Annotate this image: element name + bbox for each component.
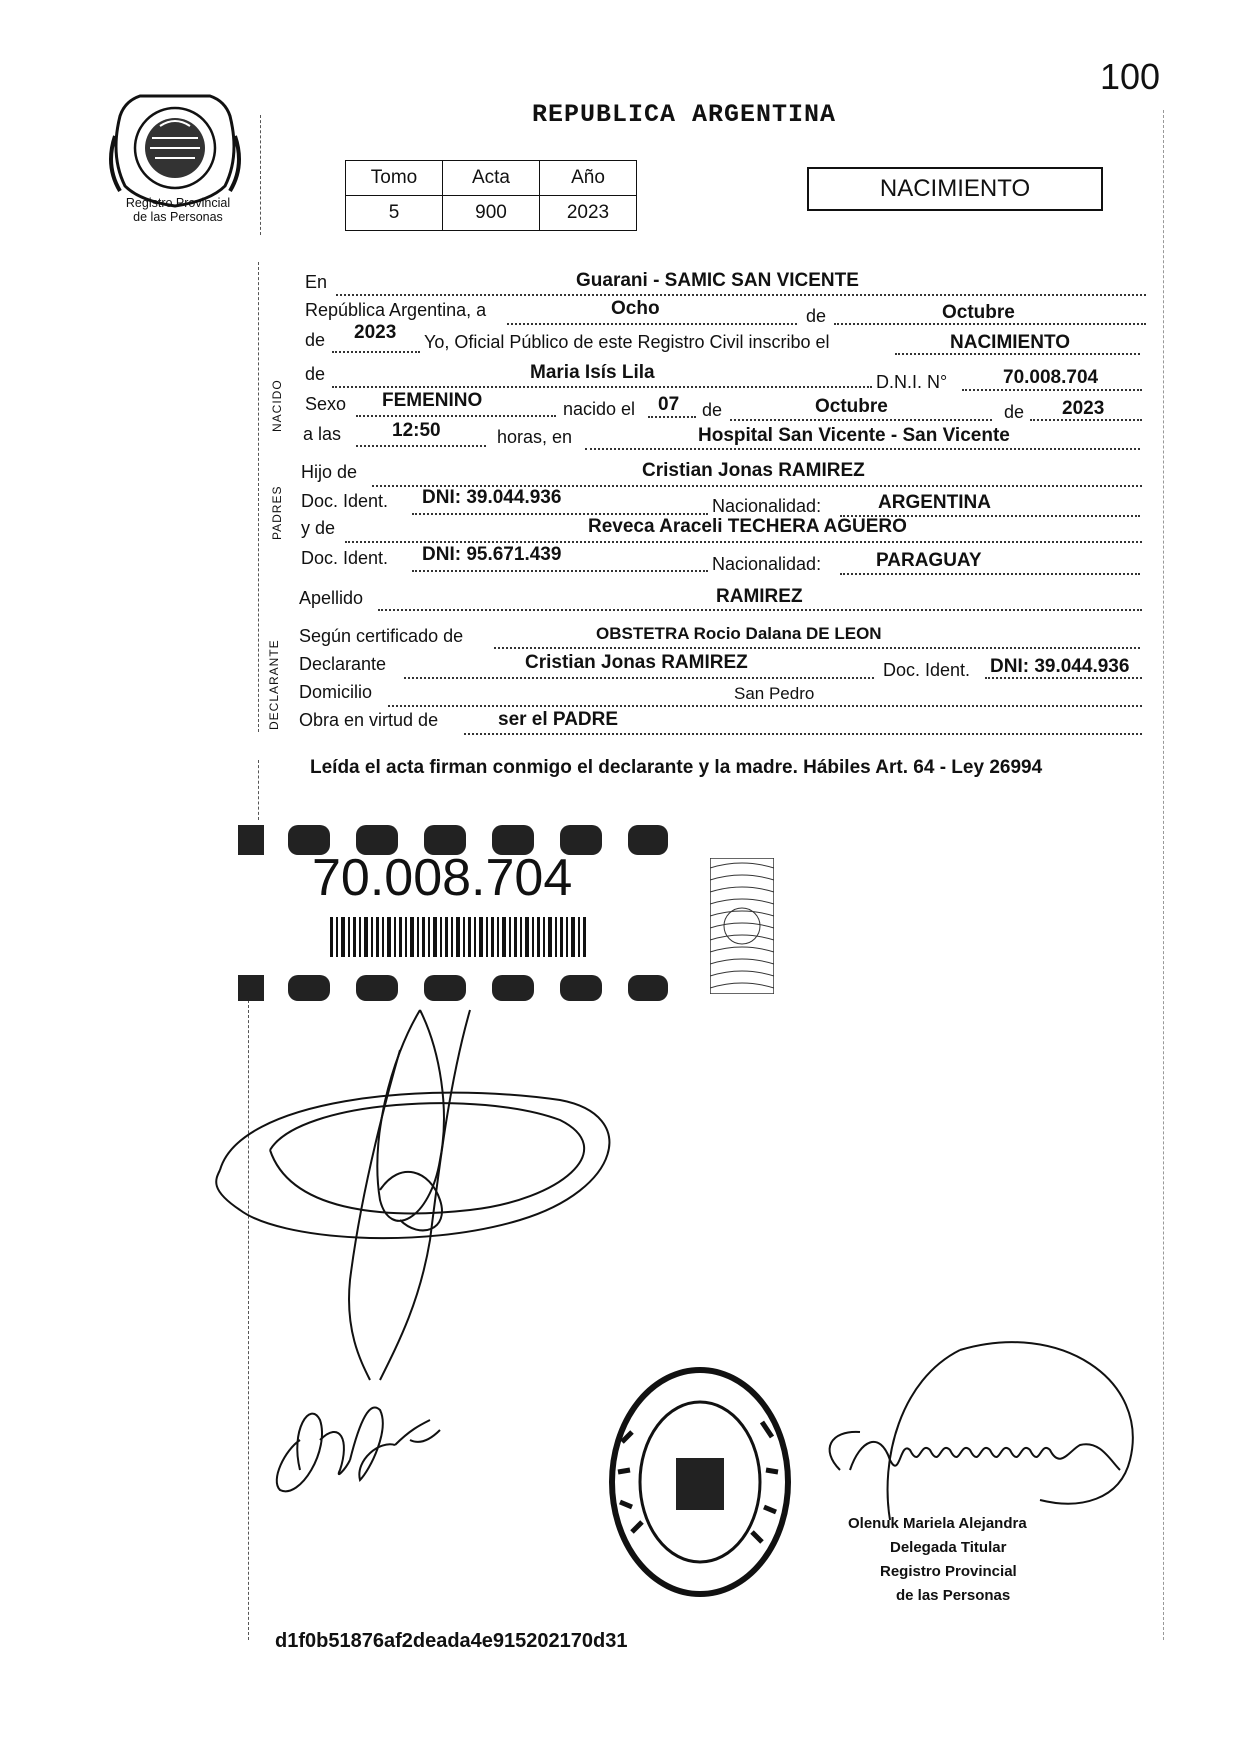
year-prefix-label: de xyxy=(305,330,326,350)
de-label: de xyxy=(806,306,827,326)
official-registry-2: de las Personas xyxy=(896,1587,1011,1604)
doc-ident-label-2: Doc. Ident. xyxy=(301,548,389,568)
official-caption xyxy=(848,1512,1027,1608)
de-name-label: de xyxy=(305,364,326,384)
horas-en-label: horas, en xyxy=(497,427,573,447)
mother-name-value: Reveca Araceli TECHERA AGUERO xyxy=(588,516,907,537)
official-registry: Registro Provincial xyxy=(880,1563,1017,1580)
domicilio-value: San Pedro xyxy=(734,684,815,703)
sexo-label: Sexo xyxy=(305,394,347,414)
hijo-de-label: Hijo de xyxy=(301,462,358,482)
official-name: Olenuk Mariela Alejandra xyxy=(848,1515,1027,1532)
obra-value: ser el PADRE xyxy=(498,709,619,730)
month-value: Octubre xyxy=(942,302,1015,323)
a-las-label: a las xyxy=(303,424,342,444)
declarante-value: Cristian Jonas RAMIREZ xyxy=(525,652,748,673)
domicilio-label: Domicilio xyxy=(299,682,373,702)
father-nationality-value: ARGENTINA xyxy=(878,492,991,513)
mother-doc-value: DNI: 95.671.439 xyxy=(422,544,562,565)
side-label-padres: PADRES xyxy=(270,485,284,540)
father-doc-value: DNI: 39.044.936 xyxy=(422,487,562,508)
document-title: REPUBLICA ARGENTINA xyxy=(532,100,837,129)
republica-label: República Argentina, a xyxy=(305,300,487,320)
mother-nationality-value: PARAGUAY xyxy=(876,550,982,571)
record-type-box: NACIMIENTO xyxy=(807,167,1103,211)
apellido-value: RAMIREZ xyxy=(716,586,803,607)
apellido-label: Apellido xyxy=(299,588,364,608)
closing-statement: Leída el acta firman conmigo el declarante y la madre. Hábiles Art. 64 - Ley 26994 xyxy=(310,757,1043,778)
document-hash: d1f0b51876af2deada4e915202170d31 xyxy=(275,1630,628,1652)
register-header-ano: Año xyxy=(540,161,637,196)
y-de-label: y de xyxy=(301,518,336,538)
segun-value: OBSTETRA Rocio Dalana DE LEON xyxy=(596,624,882,643)
declarante-doc-value: DNI: 39.044.936 xyxy=(990,656,1130,677)
birth-month-value: Octubre xyxy=(815,396,888,417)
event-value: NACIMIENTO xyxy=(950,332,1070,353)
birth-day-value: 07 xyxy=(658,394,680,415)
location-value: Guarani - SAMIC SAN VICENTE xyxy=(576,270,859,291)
sexo-value: FEMENINO xyxy=(382,390,483,411)
hour-value: 12:50 xyxy=(392,420,441,441)
nacido-el-label: nacido el xyxy=(563,399,636,419)
register-header-tomo: Tomo xyxy=(346,161,443,196)
declarante-label: Declarante xyxy=(299,654,387,674)
register-header-acta: Acta xyxy=(443,161,540,196)
register-value-ano: 2023 xyxy=(540,196,637,231)
dni-label: D.N.I. N° xyxy=(876,372,948,392)
nacionalidad-label-2: Nacionalidad: xyxy=(712,554,822,574)
de-label-3: de xyxy=(1004,402,1025,422)
official-role: Delegada Titular xyxy=(890,1539,1007,1556)
doc-ident-label-3: Doc. Ident. xyxy=(883,660,971,680)
side-label-nacido: NACIDO xyxy=(270,379,284,432)
nacionalidad-label: Nacionalidad: xyxy=(712,496,822,516)
year-value: 2023 xyxy=(354,322,397,343)
side-label-declarante: DECLARANTE xyxy=(267,639,281,730)
doc-ident-label: Doc. Ident. xyxy=(301,491,389,511)
en-label: En xyxy=(305,272,328,292)
logo-caption-line1: Registro Provincial xyxy=(125,196,231,210)
page-number: 100 xyxy=(1100,56,1161,97)
de-label-2: de xyxy=(702,400,723,420)
obra-label: Obra en virtud de xyxy=(299,710,439,730)
name-value: Maria Isís Lila xyxy=(530,362,655,383)
dni-value: 70.008.704 xyxy=(1003,367,1099,388)
day-value: Ocho xyxy=(611,298,660,319)
oficial-text: Yo, Oficial Público de este Registro Civil inscribo el xyxy=(424,332,830,352)
segun-label: Según certificado de xyxy=(299,626,464,646)
logo-caption-line2: de las Personas xyxy=(133,210,223,224)
register-value-tomo: 5 xyxy=(346,196,443,231)
place-value: Hospital San Vicente - San Vicente xyxy=(698,425,1010,446)
father-name-value: Cristian Jonas RAMIREZ xyxy=(642,460,865,481)
birth-year-value: 2023 xyxy=(1062,398,1105,419)
register-value-acta: 900 xyxy=(443,196,540,231)
barcode-number: 70.008.704 xyxy=(312,849,573,907)
